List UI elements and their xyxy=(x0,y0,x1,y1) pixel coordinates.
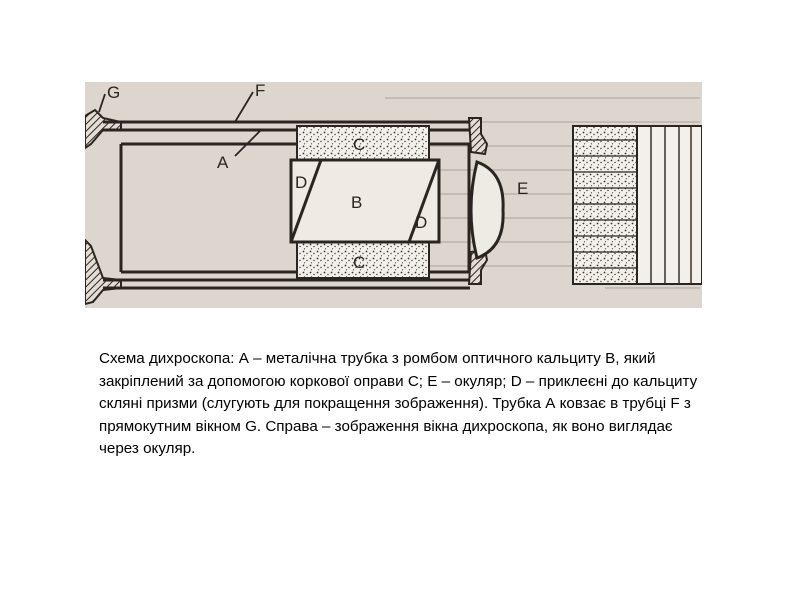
label-g: G xyxy=(107,83,121,102)
window-view-dotted-half xyxy=(573,126,637,284)
label-c-bottom: C xyxy=(353,253,366,272)
label-f: F xyxy=(255,82,266,100)
label-a: A xyxy=(217,153,229,172)
window-view-clear-half xyxy=(637,126,702,284)
label-b: B xyxy=(351,193,363,212)
label-c-top: C xyxy=(353,135,366,154)
figure-caption: Схема дихроскопа: А – металічна трубка з ромбом оптичного кальциту В, який закріплений за допомогою коркової оправи С; Е – окуляр; D – приклеєні до кальциту скляні призми (слугують для покращення зображення). Трубка А ковзає в трубці F з прямокутним вікном G. Справа – зображення вікна дихроскопа, як воно виглядає через окуляр. xyxy=(99,350,698,458)
dichroscope-diagram xyxy=(85,82,702,308)
dichroscope-figure xyxy=(85,82,702,308)
window-view xyxy=(573,126,702,284)
label-d-right: D xyxy=(415,213,428,232)
label-d-left: D xyxy=(295,173,308,192)
label-e: E xyxy=(517,179,529,198)
